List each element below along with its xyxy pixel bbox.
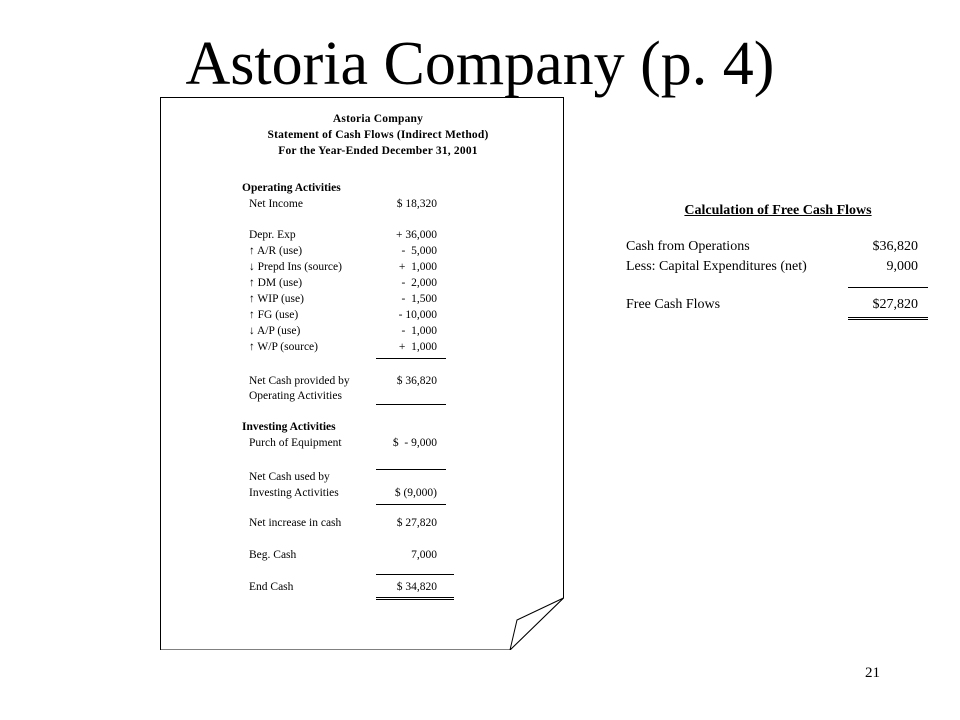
fcf-row-label: Less: Capital Expenditures (net)	[626, 259, 807, 274]
fcf-row-amount: $27,820	[872, 297, 918, 312]
net-investing-amount: $ (9,000)	[394, 487, 437, 499]
op-item-label: Depr. Exp	[249, 229, 296, 241]
net-operating-label: Net Cash provided by	[249, 375, 350, 387]
fcf-row-label: Free Cash Flows	[626, 297, 721, 312]
op-item-label: ↓ A/P (use)	[249, 325, 301, 337]
fcf-double-total-rule	[848, 317, 928, 320]
subtotal-rule	[376, 574, 454, 575]
net-increase-label: Net increase in cash	[249, 517, 342, 529]
net-investing-label-2: Investing Activities	[249, 487, 339, 499]
fcf-subtotal-rule	[848, 287, 928, 288]
op-item-amount: - 5,000	[401, 245, 437, 257]
op-item-label: ↑ W/P (source)	[249, 341, 318, 353]
investing-heading: Investing Activities	[242, 421, 336, 433]
fcf-row-amount: 9,000	[886, 259, 918, 274]
slide-title: Astoria Company (p. 4)	[185, 30, 775, 98]
op-item-label: ↑ FG (use)	[249, 309, 299, 321]
statement-period: For the Year-Ended December 31, 2001	[278, 145, 478, 157]
op-item-amount: - 1,000	[401, 325, 437, 337]
op-item-amount: + 1,000	[398, 341, 437, 353]
op-item-label: ↑ WIP (use)	[249, 293, 304, 305]
beg-cash-amount: 7,000	[411, 549, 437, 561]
op-item-amount: $ 18,320	[396, 198, 437, 210]
fcf-title: Calculation of Free Cash Flows	[684, 203, 872, 218]
page-number: 21	[865, 665, 880, 681]
op-item-amount: + 36,000	[396, 229, 437, 241]
total-rule	[376, 504, 446, 505]
net-operating-amount: $ 36,820	[396, 375, 437, 387]
fcf-row-amount: $36,820	[872, 239, 918, 254]
end-cash-amount: $ 34,820	[396, 581, 437, 593]
statement-header	[160, 111, 596, 159]
op-item-label: ↑ DM (use)	[249, 277, 303, 289]
statement-name: Statement of Cash Flows (Indirect Method)	[267, 129, 489, 141]
net-operating-label-2: Operating Activities	[249, 390, 342, 402]
op-item-label: Net Income	[249, 198, 303, 210]
fcf-row-label: Cash from Operations	[626, 239, 750, 254]
op-item-amount: - 2,000	[401, 277, 437, 289]
subtotal-rule	[376, 469, 446, 470]
subtotal-rule	[376, 358, 446, 359]
op-item-amount: - 1,500	[401, 293, 437, 305]
net-investing-label: Net Cash used by	[249, 471, 330, 483]
operating-heading: Operating Activities	[242, 182, 341, 194]
statement-company: Astoria Company	[332, 113, 424, 125]
investing-item-amount: $ - 9,000	[392, 437, 437, 449]
end-cash-label: End Cash	[249, 581, 294, 593]
investing-item-label: Purch of Equipment	[249, 437, 342, 449]
op-item-label: ↑ A/R (use)	[249, 245, 303, 257]
op-item-amount: + 1,000	[398, 261, 437, 273]
double-total-rule	[376, 597, 454, 600]
op-item-label: ↓ Prepd Ins (source)	[249, 261, 342, 273]
total-rule	[376, 404, 446, 405]
op-item-amount: - 10,000	[398, 309, 437, 321]
beg-cash-label: Beg. Cash	[249, 549, 297, 561]
net-increase-amount: $ 27,820	[396, 517, 437, 529]
